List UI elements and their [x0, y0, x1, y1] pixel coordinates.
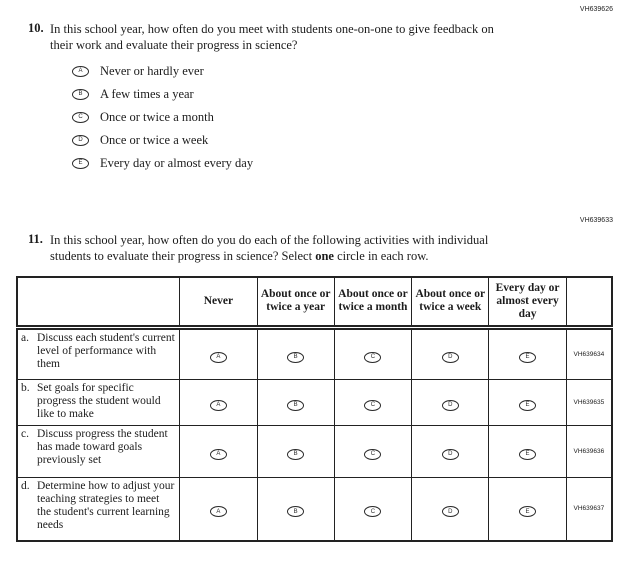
answer-bubble-a-icon: A [210, 506, 227, 517]
option-few-times-a-year[interactable] [72, 87, 627, 102]
answer-bubble-c-icon: C [364, 449, 381, 460]
question-11-matrix-table [16, 276, 613, 542]
answer-bubble-b-icon: B [287, 506, 304, 517]
row-c-bubble-month[interactable] [334, 425, 411, 477]
row-d-code: VH639637 [566, 477, 612, 541]
row-c-bubble-week[interactable] [412, 425, 489, 477]
answer-bubble-e-icon: E [519, 449, 536, 460]
row-b-bubble-year[interactable] [257, 379, 334, 425]
table-row-c [17, 425, 612, 477]
table-row-a [17, 327, 612, 379]
question-11 [28, 232, 597, 265]
table-row-d [17, 477, 612, 541]
answer-bubble-b-icon[interactable]: B [72, 89, 89, 100]
answer-bubble-a-icon: A [210, 352, 227, 363]
option-label: Once or twice a week [100, 132, 209, 147]
question-10-number: 10. [28, 21, 44, 35]
option-once-twice-month[interactable] [72, 110, 627, 125]
header-every-day: Every day or almost every day [489, 277, 566, 327]
answer-bubble-b-icon: B [287, 449, 304, 460]
row-c-label: c. Discuss progress the student has made toward goals previously set [17, 425, 180, 477]
row-c-bubble-never[interactable] [180, 425, 257, 477]
answer-bubble-d-icon: D [442, 352, 459, 363]
answer-bubble-e-icon: E [519, 352, 536, 363]
option-label: Every day or almost every day [100, 155, 254, 170]
header-about-once-week: About once or twice a week [412, 277, 489, 327]
row-d-bubble-never[interactable] [180, 477, 257, 541]
row-a-bubble-year[interactable] [257, 327, 334, 379]
question-10-options [72, 64, 627, 171]
question-10-text: In this school year, how often do you meet with students one-on-one to give feedback on their work and evaluate their progress in science? [50, 22, 494, 53]
answer-bubble-d-icon: D [442, 400, 459, 411]
answer-bubble-e-icon: E [519, 506, 536, 517]
answer-bubble-c-icon: C [364, 352, 381, 363]
answer-bubble-b-icon: B [287, 352, 304, 363]
row-a-bubble-month[interactable] [334, 327, 411, 379]
answer-bubble-a-icon: A [210, 449, 227, 460]
row-b-bubble-month[interactable] [334, 379, 411, 425]
answer-bubble-d-icon: D [442, 449, 459, 460]
header-about-once-year: About once or twice a year [257, 277, 334, 327]
row-a-bubble-week[interactable] [412, 327, 489, 379]
option-label: A few times a year [100, 86, 194, 101]
answer-bubble-d-icon: D [442, 506, 459, 517]
answer-bubble-c-icon[interactable]: C [72, 112, 89, 123]
answer-bubble-a-icon: A [210, 400, 227, 411]
header-code-blank [566, 277, 612, 327]
row-d-bubble-week[interactable] [412, 477, 489, 541]
row-a-code: VH639634 [566, 327, 612, 379]
table-header-row [17, 277, 612, 327]
row-a-bubble-never[interactable] [180, 327, 257, 379]
accession-code-q11: VH639633 [579, 216, 613, 224]
row-b-bubble-everyday[interactable] [489, 379, 566, 425]
question-11-text: In this school year, how often do you do each of the following activities with individual students to evaluate their progress in science? Select one circle in each row. [50, 232, 489, 263]
row-c-bubble-everyday[interactable] [489, 425, 566, 477]
row-c-bubble-year[interactable] [257, 425, 334, 477]
header-about-once-month: About once or twice a month [334, 277, 411, 327]
question-11-number: 11. [28, 231, 43, 246]
header-blank [17, 277, 180, 327]
row-a-bubble-everyday[interactable] [489, 327, 566, 379]
row-c-code: VH639636 [566, 425, 612, 477]
row-d-bubble-month[interactable] [334, 477, 411, 541]
option-every-day[interactable] [72, 156, 627, 171]
answer-bubble-a-icon[interactable]: A [72, 66, 89, 77]
table-row-b [17, 379, 612, 425]
option-once-twice-week[interactable] [72, 133, 627, 148]
header-never: Never [180, 277, 257, 327]
row-d-label: d. Determine how to adjust your teaching strategies to meet the student's current learning needs [17, 477, 180, 541]
row-d-bubble-everyday[interactable] [489, 477, 566, 541]
row-d-bubble-year[interactable] [257, 477, 334, 541]
row-a-label: a. Discuss each student's current level of performance with them [17, 327, 180, 379]
option-never-hardly-ever[interactable] [72, 64, 627, 79]
question-10 [28, 21, 597, 54]
option-label: Never or hardly ever [100, 63, 204, 78]
option-label: Once or twice a month [100, 109, 214, 124]
row-b-label: b. Set goals for specific progress the student would like to make [17, 379, 180, 425]
row-b-code: VH639635 [566, 379, 612, 425]
answer-bubble-e-icon[interactable]: E [72, 158, 89, 169]
answer-bubble-c-icon: C [364, 400, 381, 411]
row-b-bubble-week[interactable] [412, 379, 489, 425]
answer-bubble-b-icon: B [287, 400, 304, 411]
answer-bubble-c-icon: C [364, 506, 381, 517]
bold-one: one [315, 248, 334, 263]
accession-code-q10: VH639626 [579, 6, 613, 13]
answer-bubble-d-icon[interactable]: D [72, 135, 89, 146]
row-b-bubble-never[interactable] [180, 379, 257, 425]
answer-bubble-e-icon: E [519, 400, 536, 411]
